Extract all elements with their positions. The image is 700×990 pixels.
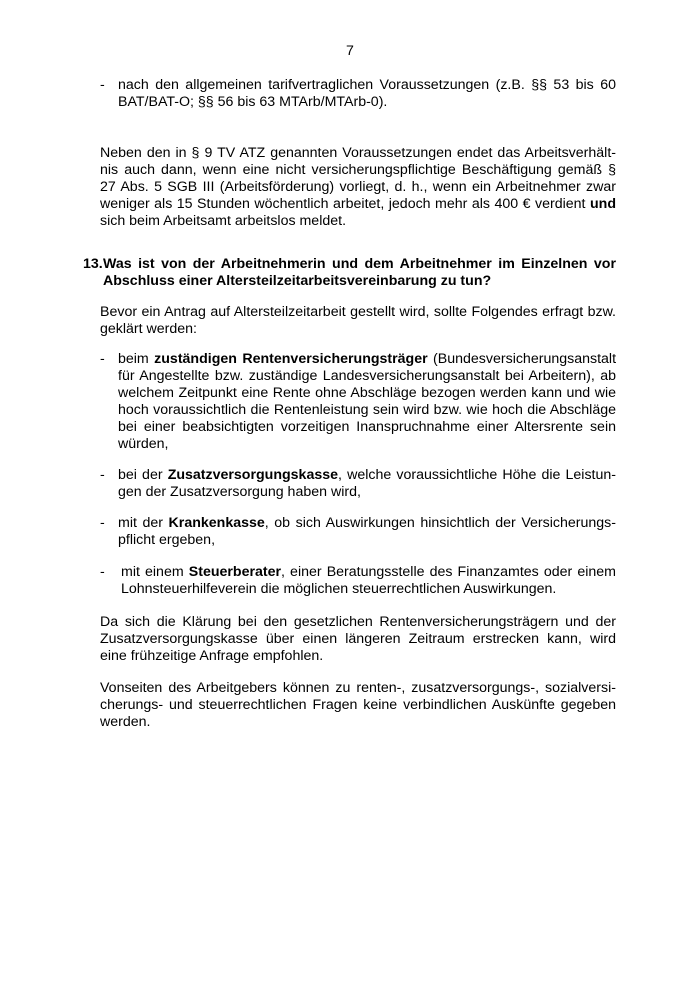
list-item-post: (Bundesversicherungsanstalt für Angestellte bzw. zuständige Landesversicherungsanstalt bei Arbeitern), ab welchem Zeitpunkt eine Rente ohne Abschläge bezogen werden kann und wie hoch voraussichtlich die Rentenleistung sein wird bzw. wie hoch die Abschläge bei einer beabsichtigten vorzeitigen Inanspruchnahme einer Altersrente sein würden, xyxy=(118,351,617,452)
list-item-bold: Krankenkasse xyxy=(168,515,265,531)
list-item-post: , einer Beratungsstelle des Finanzamtes oder einem Lohnsteuerhilfeverein die möglichen steuerrechtlichen Auswirkungen. xyxy=(121,564,616,597)
list-item-pre: bei der xyxy=(118,467,168,483)
paragraph-bold-word: und xyxy=(590,196,616,212)
list-item-text: nach den allgemeinen tarifvertraglichen Voraussetzungen (z.B. §§ 53 bis 60 BAT/BAT-O; §§ 56 bis 63 MTArb/MTArb-0). xyxy=(118,77,616,110)
page-number: 7 xyxy=(346,43,354,59)
paragraph-termination xyxy=(100,145,616,230)
section-heading-13 xyxy=(83,256,616,290)
paragraph-employer-disclaimer: Vonseiten des Arbeitgebers können zu renten-, zusatzversorgungs-, sozialversicherungs- und steuerrechtlichen Fragen keine verbindlichen Auskünfte gegeben werden. xyxy=(100,680,616,730)
list-item-bold: Steuerberater xyxy=(188,564,282,580)
paragraph-text-after: sich beim Arbeitsamt arbeitslos meldet. xyxy=(100,213,347,229)
list-dash: - xyxy=(100,351,105,367)
list-item-steuerberater xyxy=(100,564,616,598)
paragraph-text-before: Neben den in § 9 TV ATZ genannten Voraussetzungen endet das Arbeitsverhältnis auch dann, wenn eine nicht versicherungspflichtige Beschäftigung gemäß § 27 Abs. 5 SGB III (Arbeitsförderung) vorliegt, d. h., wenn ein Arbeitnehmer zwar weniger als 15 Stunden wöchentlich arbeitet, jedoch mehr als 400 € verdient xyxy=(100,145,616,212)
intro-list-item xyxy=(100,77,616,111)
list-item-rentenversicherung xyxy=(100,351,616,453)
list-item-bold: Zusatzversorgungskasse xyxy=(167,467,339,483)
list-dash: - xyxy=(100,467,105,483)
list-item-post: , ob sich Auswirkungen hinsichtlich der Versicherungspflicht ergeben, xyxy=(118,515,616,548)
list-dash: - xyxy=(100,77,105,93)
list-item-zusatzversorgung xyxy=(100,467,616,501)
paragraph-intro-questions: Bevor ein Antrag auf Altersteilzeitarbeit gestellt wird, sollte Folgendes erfragt bzw. geklärt werden: xyxy=(100,304,616,337)
list-item-pre: beim xyxy=(118,351,155,367)
list-dash: - xyxy=(100,515,105,531)
list-item-pre: mit einem xyxy=(121,564,189,580)
paragraph-early-inquiry: Da sich die Klärung bei den gesetzlichen Rentenversicherungsträgern und der Zusatzversorgungskasse über einen längeren Zeitraum erstrecken kann, wird eine frühzeitige Anfrage empfohlen. xyxy=(100,614,616,664)
list-item-pre: mit der xyxy=(118,515,169,531)
list-item-post: , welche voraussichtliche Höhe die Leistungen der Zusatzversorgung haben wird, xyxy=(118,467,616,500)
list-dash: - xyxy=(100,564,105,580)
section-number: 13. xyxy=(83,256,103,272)
list-item-krankenkasse xyxy=(100,515,616,549)
section-title: Was ist von der Arbeitnehmerin und dem Arbeitnehmer im Einzelnen vor Abschluss einer Altersteilzeitarbeitsvereinbarung zu tun? xyxy=(103,256,616,289)
list-item-bold: zuständigen Rentenversicherungsträger xyxy=(154,351,428,367)
